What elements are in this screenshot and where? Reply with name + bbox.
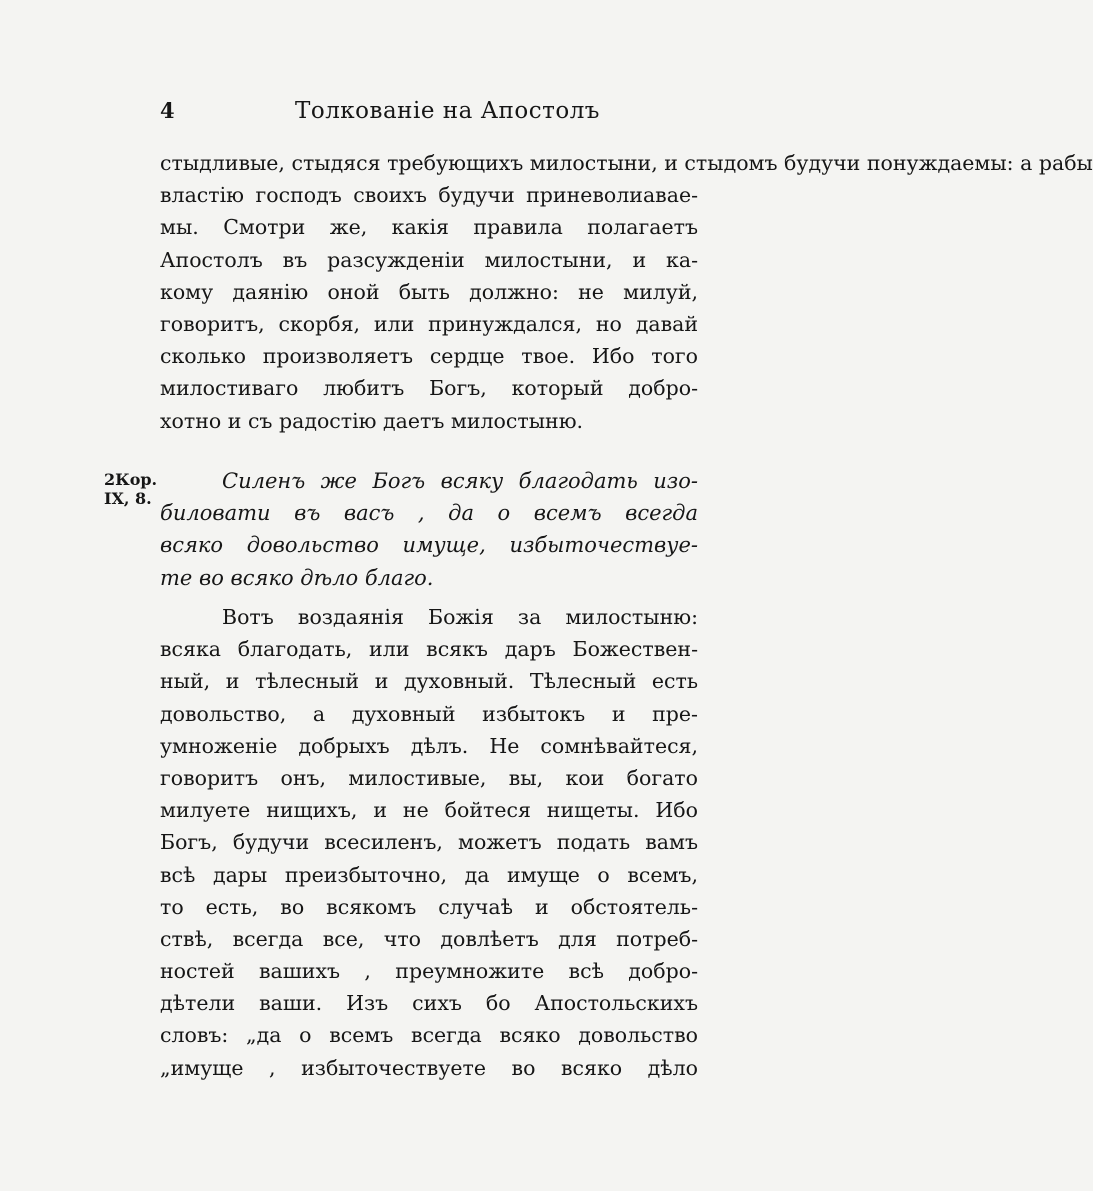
text-line: довольство, а духовный избытокъ и пре- bbox=[160, 701, 698, 726]
page-header bbox=[160, 98, 700, 132]
text-line: властію господъ своихъ будучи приневолиавае- bbox=[160, 183, 698, 208]
text-line: то есть, во всякомъ случаѣ и обстоятель- bbox=[160, 894, 698, 919]
text-line: стыдливые, стыдяся требующихъ милостыни, и стыдомъ будучи понуждаемы: а рабы bbox=[160, 151, 1093, 175]
text-line: милуете нищихъ, и не бойтеся нищеты. Ибо bbox=[160, 798, 698, 823]
text-line: Вотъ воздаянія Божія за милостыню: bbox=[222, 605, 698, 629]
text-line: ствѣ, всегда все, что довлѣетъ для потреб- bbox=[160, 926, 698, 951]
text-line: говоритъ, скорбя, или принуждался, но давай bbox=[160, 311, 698, 336]
text-line: милостиваго любитъ Богъ, который добро- bbox=[160, 376, 698, 401]
verse-line: Силенъ же Богъ всяку благодать изо- bbox=[222, 469, 698, 493]
text-line: ностей вашихъ , преумножите всѣ добро- bbox=[160, 959, 698, 984]
text-line: дѣтели ваши. Изъ сихъ бо Апостольскихъ bbox=[160, 991, 698, 1016]
text-line: умноженіе добрыхъ дѣлъ. Не сомнѣвайтеся, bbox=[160, 733, 698, 758]
scripture-verse bbox=[160, 465, 698, 594]
reference-chapter-verse: IX, 8. bbox=[104, 489, 152, 508]
paragraph-1 bbox=[160, 147, 1093, 437]
reference-book: 2Кор. bbox=[104, 470, 158, 489]
verse-line: те во всяко дѣло благо. bbox=[160, 565, 434, 590]
text-line: Богъ, будучи всесиленъ, можетъ подать вамъ bbox=[160, 830, 698, 855]
page-number: 4 bbox=[160, 98, 175, 123]
text-line: „имуще , избыточествуете во всяко дѣло bbox=[160, 1055, 698, 1080]
text-line: словъ: „да о всемъ всегда всяко довольство bbox=[160, 1023, 698, 1048]
paragraph-2 bbox=[160, 601, 698, 1084]
text-line: кому даянію оной быть должно: не милуй, bbox=[160, 279, 698, 304]
verse-line: биловати въ васъ , да о всемъ всегда bbox=[160, 501, 698, 526]
text-line: всѣ дары преизбыточно, да имуще о всемъ, bbox=[160, 862, 698, 887]
text-line: мы. Смотри же, какія правила полагаетъ bbox=[160, 215, 698, 240]
text-line: Апостолъ въ разсужденіи милостыни, и ка- bbox=[160, 247, 698, 272]
text-line: говоритъ онъ, милостивые, вы, кои богато bbox=[160, 765, 698, 790]
text-line: сколько произволяетъ сердце твое. Ибо того bbox=[160, 344, 698, 369]
text-line: всяка благодать, или всякъ даръ Божествен- bbox=[160, 637, 698, 662]
running-title: Толкованіе на Апостолъ bbox=[295, 98, 600, 124]
text-line: ный, и тѣлесный и духовный. Тѣлесный есть bbox=[160, 669, 698, 694]
verse-line: всяко довольство имуще, избыточествуе- bbox=[160, 533, 698, 558]
text-line: хотно и съ радостію даетъ милостыню. bbox=[160, 408, 584, 433]
margin-scripture-reference bbox=[104, 470, 157, 508]
